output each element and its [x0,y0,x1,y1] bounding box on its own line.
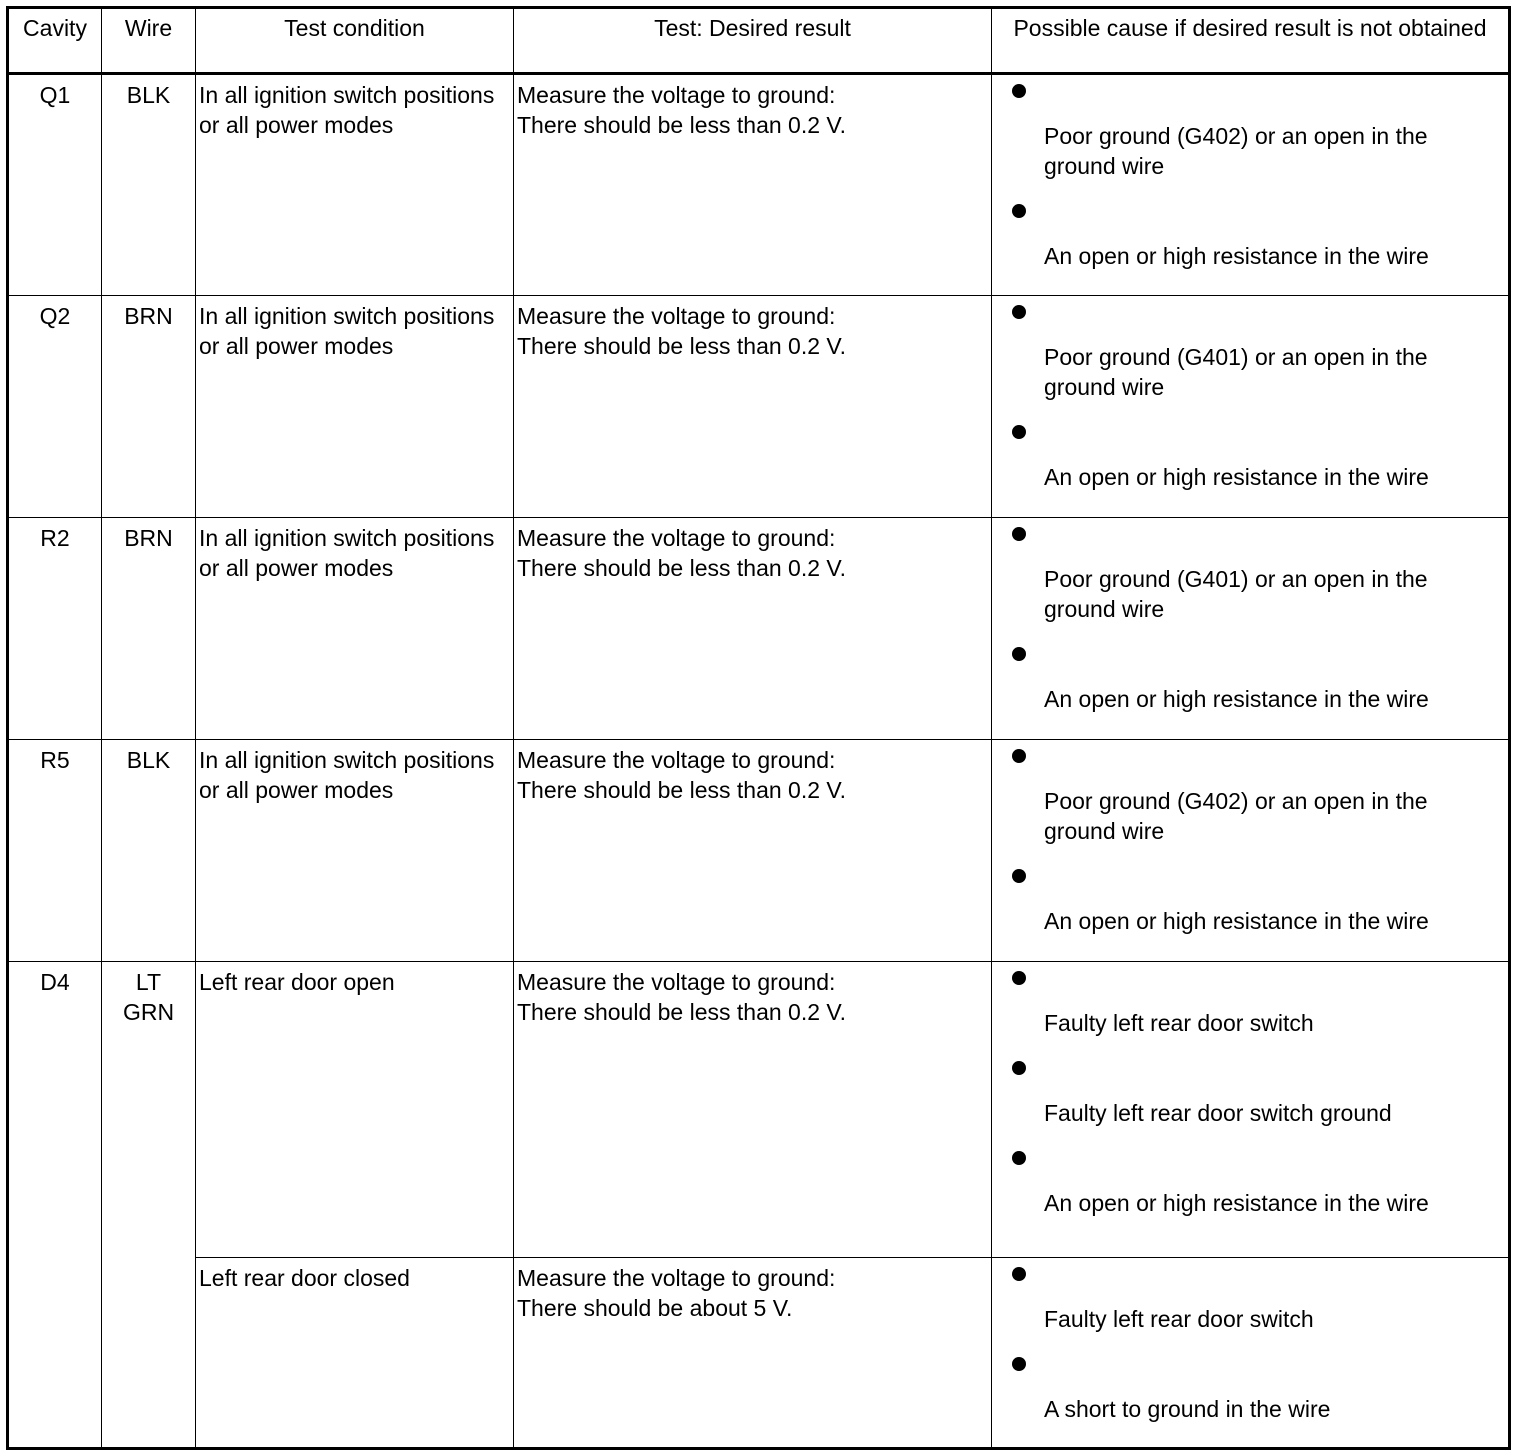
cause-text: Faulty left rear door switch ground [1044,1100,1392,1126]
cause-cell [992,296,1510,518]
diagnostic-table [6,6,1511,1450]
table-row [8,740,1510,962]
cause-text: A short to ground in the wire [1044,1396,1331,1422]
table-row [8,962,1510,1258]
result-line: There should be about 5 V. [517,1295,793,1321]
result-cell [514,740,992,962]
result-line: There should be less than 0.2 V. [517,112,847,138]
cause-cell [992,1258,1510,1449]
cavity-cell: Q2 [8,296,102,518]
wire-cell [102,962,196,1449]
header-wire: Wire [102,8,196,74]
cause-text: Poor ground (G401) or an open in the ground wire [1044,344,1428,400]
bullet-icon [1012,84,1026,98]
cause-text: Poor ground (G402) or an open in the ground wire [1044,123,1428,179]
header-row [8,8,1510,74]
bullet-icon [1012,1151,1026,1165]
condition-cell: In all ignition switch positions or all power modes [196,74,514,296]
cause-item [992,518,1508,638]
cavity-cell: R2 [8,518,102,740]
cause-item [992,740,1508,860]
result-line: Measure the voltage to ground: [517,303,836,329]
wire-cell: BLK [102,74,196,296]
cavity-cell: Q1 [8,74,102,296]
cause-list [992,1258,1508,1438]
table-row [8,1258,1510,1449]
cause-text: Poor ground (G402) or an open in the ground wire [1044,788,1428,844]
cause-list [992,518,1508,728]
cause-cell [992,518,1510,740]
bullet-icon [1012,527,1026,541]
cause-item [992,1052,1508,1142]
bullet-icon [1012,971,1026,985]
wire-label: LT GRN [122,969,175,1025]
result-cell [514,962,992,1258]
wire-cell: BRN [102,296,196,518]
header-test-condition: Test condition [196,8,514,74]
cavity-cell: R5 [8,740,102,962]
result-line: There should be less than 0.2 V. [517,333,847,359]
header-possible-cause: Possible cause if desired result is not obtained [992,8,1510,74]
result-line: Measure the voltage to ground: [517,969,836,995]
result-line: Measure the voltage to ground: [517,1265,836,1291]
cause-item [992,1258,1508,1348]
cause-text: An open or high resistance in the wire [1044,1190,1429,1216]
cause-item [992,416,1508,506]
cause-item [992,195,1508,285]
cavity-cell: D4 [8,962,102,1449]
bullet-icon [1012,749,1026,763]
result-line: Measure the voltage to ground: [517,747,836,773]
result-cell [514,1258,992,1449]
cause-text: An open or high resistance in the wire [1044,686,1429,712]
cause-cell [992,74,1510,296]
bullet-icon [1012,425,1026,439]
bullet-icon [1012,1357,1026,1371]
table-row [8,518,1510,740]
bullet-icon [1012,869,1026,883]
cause-text: Faulty left rear door switch [1044,1306,1314,1332]
header-cavity: Cavity [8,8,102,74]
table-row [8,296,1510,518]
cause-item [992,962,1508,1052]
cause-item [992,1348,1508,1438]
cause-list [992,740,1508,950]
cause-list [992,75,1508,285]
result-cell [514,518,992,740]
condition-cell: Left rear door open [196,962,514,1258]
cause-item [992,860,1508,950]
cause-text: Faulty left rear door switch [1044,1010,1314,1036]
wire-cell: BLK [102,740,196,962]
bullet-icon [1012,305,1026,319]
bullet-icon [1012,1061,1026,1075]
cause-item [992,75,1508,195]
result-line: There should be less than 0.2 V. [517,999,847,1025]
result-line: There should be less than 0.2 V. [517,777,847,803]
bullet-icon [1012,1267,1026,1281]
table-row [8,74,1510,296]
result-line: Measure the voltage to ground: [517,525,836,551]
cause-text: An open or high resistance in the wire [1044,243,1429,269]
cause-cell [992,962,1510,1258]
result-cell [514,296,992,518]
result-line: Measure the voltage to ground: [517,82,836,108]
cause-item [992,638,1508,728]
bullet-icon [1012,204,1026,218]
cause-text: An open or high resistance in the wire [1044,908,1429,934]
condition-cell: In all ignition switch positions or all power modes [196,518,514,740]
cause-item [992,296,1508,416]
cause-item [992,1142,1508,1232]
condition-cell: In all ignition switch positions or all power modes [196,296,514,518]
result-cell [514,74,992,296]
bullet-icon [1012,647,1026,661]
cause-text: Poor ground (G401) or an open in the ground wire [1044,566,1428,622]
cause-cell [992,740,1510,962]
condition-cell: Left rear door closed [196,1258,514,1449]
header-desired-result: Test: Desired result [514,8,992,74]
cause-text: An open or high resistance in the wire [1044,464,1429,490]
cause-list [992,296,1508,506]
condition-cell: In all ignition switch positions or all power modes [196,740,514,962]
result-line: There should be less than 0.2 V. [517,555,847,581]
cause-list [992,962,1508,1232]
wire-cell: BRN [102,518,196,740]
